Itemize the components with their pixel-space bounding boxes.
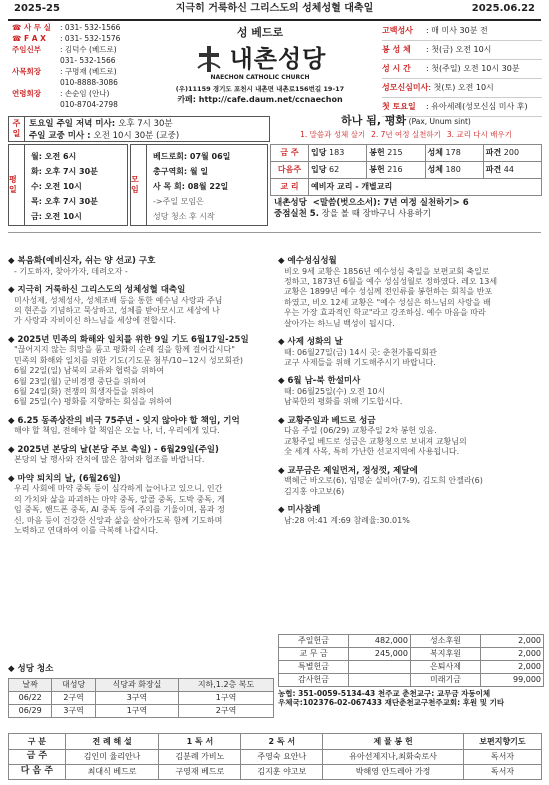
stats-row xyxy=(271,145,542,162)
contact-value: 010-8888-3086 xyxy=(60,78,118,87)
announcement-title: ◆ 6월 남-북 한설미사 xyxy=(278,376,361,387)
announcement xyxy=(278,376,542,407)
attendance-stats xyxy=(270,144,542,196)
announcement-line: 우리 사회에 마약 중독 등이 심각하게 늘어나고 있으니, 인간 xyxy=(14,484,223,494)
announcement-title: ◆ 2025년 본당의 날(본당 주보 축일) - 6월29일(주일) xyxy=(8,444,219,455)
finance-amount: 245,000 xyxy=(349,648,411,661)
stats-key: 성체 xyxy=(427,148,443,157)
feast-title: 지극히 거룩하신 그리스도의 성체성혈 대축일 xyxy=(175,3,374,14)
announcement-line: 교황은 1899년 예수 성심께 전인류를 봉헌하는 회칙을 반포 xyxy=(284,287,493,297)
announcement-line: 6월 22일(일) 남북의 교류와 협력을 위하여 xyxy=(14,366,165,376)
duty-header-row xyxy=(9,734,542,750)
finance-item: 주일헌금 xyxy=(279,635,349,648)
motto-item: 3. 교리 다시 배우기 xyxy=(446,129,512,139)
announcement-line: 본당의 날 행사와 잔치에 많은 참여와 협조를 바랍니다. xyxy=(14,455,205,465)
finance-item: 교 무 금 xyxy=(279,648,349,661)
cafe-label: 카페: xyxy=(177,95,196,105)
announcement-title: ◆ 미사참례 xyxy=(278,504,321,515)
announcement-line: 교황주일 베드로 성금은 교황청으로 보내져 교황님의 xyxy=(284,436,467,446)
announcement-line: 김지홍 야고보(6) xyxy=(284,486,345,496)
left-announcements xyxy=(8,256,274,544)
announcement-title: ◆ 교무금은 제일먼저, 정성껏, 제달에 xyxy=(278,465,418,476)
duty-cell: 김분례 가비노 xyxy=(159,750,241,765)
stats-key: 파견 xyxy=(485,148,502,157)
stats-week: 금 주 xyxy=(271,145,309,162)
announcement xyxy=(278,466,542,497)
contact-line xyxy=(12,77,134,88)
cleaning-header: 지하,1.2층 복도 xyxy=(179,678,274,691)
sunday-label: 주일 xyxy=(9,117,25,141)
announcement-line: 全 세계 사목, 특히 가난한 선교지역에 사용됩니다. xyxy=(284,447,460,457)
announcement-line: 교구 사제들을 위해 기도해주시기 바랍니다. xyxy=(284,357,436,367)
announcement xyxy=(278,416,542,458)
announcement-line: 해야 할 책임, 전해야 할 책임은 오늘 나, 너, 우리에게 있다. xyxy=(14,426,220,436)
motto-title: 하나 됨, 평화 xyxy=(341,114,407,127)
duty-cell: 다 음 주 xyxy=(9,765,66,780)
announcement xyxy=(8,335,274,408)
issue-date: 2025.06.22 xyxy=(471,3,535,14)
motto-block xyxy=(272,114,540,139)
stats-key: 파견 xyxy=(485,165,502,174)
cleaning-header-row xyxy=(9,678,274,691)
contact-value: : 김덕수 (베드로) xyxy=(60,45,117,54)
church-emblem-icon xyxy=(194,44,224,74)
announcement xyxy=(278,337,542,368)
finance-item: 특별헌금 xyxy=(279,661,349,674)
finance-amount: 2,000 xyxy=(481,661,544,674)
announcement-line: "끊어지지 않는 희망을 품고 평화의 순례 길을 함께 걸어갑시다" xyxy=(14,345,235,355)
stats-value: 180 xyxy=(445,165,461,174)
announcement-line: 6월 25일(수) 평화를 지향하는 회심을 위하여 xyxy=(14,397,172,407)
finance-amount: 99,000 xyxy=(481,674,544,687)
sacrament-label: 성모신심미사 xyxy=(382,83,429,92)
duty-header: 2 독 서 xyxy=(241,734,323,750)
duty-cell: 유아선제지나,최화숙로사 xyxy=(323,750,464,765)
announcement-line: 의 가치와 삶을 파괴하는 마약 중독, 알콜 중독, 도박 중독, 게 xyxy=(14,494,225,504)
stats-value: 183 xyxy=(329,148,345,157)
contact-line xyxy=(12,99,134,110)
duty-cell: 최대식 베드로 xyxy=(65,765,159,780)
stats-cell xyxy=(367,162,425,179)
stats-value: 215 xyxy=(387,148,403,157)
announcement-line: 6월 24일(화) 전쟁의 희생자들을 위하여 xyxy=(14,387,154,396)
church-patron: 성 베드로 xyxy=(236,26,284,39)
stats-cell xyxy=(367,145,425,162)
stats-cell xyxy=(309,145,367,162)
announcement xyxy=(278,505,542,526)
announcement-title: ◆ 6.25 동족상잔의 비극 75주년 - 잊지 않아야 할 책임, 기억 xyxy=(8,415,240,426)
contact-line xyxy=(12,66,134,77)
announcement-line: 백혜근 바오로(6), 임명순 실비아(7-9), 김도희 안젤라(6) xyxy=(284,476,483,486)
announcement-line: 신, 마음 등이 건강한 신앙과 삶을 살아가도록 함께 기도하며 xyxy=(14,515,223,525)
stats-cell xyxy=(425,145,483,162)
sacrament-time: : 첫(토) 오전 10시 xyxy=(428,83,494,92)
weekday-mass-row: 수: 오전 10시 xyxy=(31,182,82,191)
sunday-mass-row xyxy=(29,130,179,142)
finance-item: 성소후원 xyxy=(411,635,481,648)
sacrament-label: 봉 성 체 xyxy=(382,45,411,54)
header-bar xyxy=(0,0,549,20)
duty-header: 제 물 봉 헌 xyxy=(323,734,464,750)
bank-line-1: 농협: 351-0059-5134-43 천주교 춘천교구: 교무금 자동이체 xyxy=(278,689,491,698)
section-rule xyxy=(8,232,541,233)
weekday-mass-row: 목: 오후 7시 30분 xyxy=(31,197,98,206)
duty-cell: 독서자 xyxy=(463,765,541,780)
liturgy-duty-block xyxy=(8,733,542,780)
stats-key: 입당 xyxy=(311,165,327,174)
weekday-mass-box xyxy=(8,144,128,226)
gathering-row: 사 목 회: 08월 22일 xyxy=(153,182,229,191)
contact-value: : 031- 532-1566 xyxy=(60,23,121,32)
duty-header: 1 독 서 xyxy=(159,734,241,750)
announcement xyxy=(8,285,274,327)
announcement xyxy=(8,474,274,537)
sunday-mass-box xyxy=(8,116,270,142)
duty-header: 전 례 해 설 xyxy=(65,734,159,750)
motto-item: 1. 말씀과 성체 살기 xyxy=(300,129,366,139)
stats-value: 200 xyxy=(503,148,520,157)
contact-value: : 031- 532-1576 xyxy=(60,34,121,43)
finance-amount xyxy=(349,661,411,674)
duty-cell: 박해영 안드레아 가정 xyxy=(323,765,464,780)
parish-slogan xyxy=(274,198,542,219)
cleaning-row xyxy=(9,704,274,717)
church-brand-name: 내촌성당 xyxy=(229,44,327,73)
stats-cell xyxy=(483,145,541,162)
cleaning-cell: 2구역 xyxy=(52,691,96,704)
stats-edu-row xyxy=(271,179,542,196)
sacrament-schedule xyxy=(382,22,542,117)
announcement-line: 남북한의 평화를 위해 기도합시다. xyxy=(284,397,403,407)
announcement-line: 의 현존을 기념하고 묵상하고, 성체를 받아모시고 세상에 나 xyxy=(14,306,220,316)
weekday-label: 평일 xyxy=(9,145,25,225)
cafe-link[interactable]: http://cafe.daum.net/ccnaechon xyxy=(198,95,343,105)
gathering-row: 베드로회: 07월 06일 xyxy=(153,152,231,161)
duty-header: 보편지향기도 xyxy=(463,734,541,750)
contact-label: ☎ 사 무 실 xyxy=(12,23,51,32)
finance-block xyxy=(278,634,544,708)
announcement-line: 하였고, 비오 12세 교황은 "예수 성심은 하느님의 사랑을 배 xyxy=(284,297,491,307)
sunday-mass-time: 오전 10시 30분 (교중) xyxy=(93,131,180,141)
announcement-line: 우는 가장 효과적인 학교"라고 강조하심. 예수 마음을 따라 xyxy=(284,308,486,318)
duty-row xyxy=(9,765,542,780)
duty-cell: 금 주 xyxy=(9,750,66,765)
duty-header: 구 분 xyxy=(9,734,66,750)
gatherings-box xyxy=(130,144,268,226)
contact-label: 주임신부 xyxy=(12,45,41,54)
stats-cell xyxy=(425,162,483,179)
cleaning-header: 식당과 화장실 xyxy=(95,678,178,691)
cleaning-row xyxy=(9,691,274,704)
announcement-title: ◆ 예수성심성월 xyxy=(278,256,337,266)
contact-block xyxy=(12,22,134,110)
sacrament-item xyxy=(382,79,542,98)
stats-value: 216 xyxy=(387,165,403,174)
announcement-line: 정하고, 1873년 6월을 예수 성심성월로 정하였다. 레오 13세 xyxy=(284,277,498,287)
sacrament-time: : 첫(주일) 오전 10시 30분 xyxy=(426,64,520,73)
contact-line xyxy=(12,22,134,33)
duty-cell: 김인미 율리안나 xyxy=(65,750,159,765)
contact-line xyxy=(12,55,134,66)
cleaning-block xyxy=(8,664,274,718)
finance-row xyxy=(279,648,544,661)
announcement-line: - 기도하자, 찾아가자, 데려오자 - xyxy=(14,266,128,276)
cleaning-cell: 1구역 xyxy=(179,691,274,704)
sacrament-time: : 매 미사 30분 전 xyxy=(426,26,488,35)
contact-label: ☎ F A X xyxy=(12,34,46,43)
duty-row xyxy=(9,750,542,765)
finance-row xyxy=(279,674,544,687)
announcement-title: ◆ 복음화(예비신자, 쉬는 양 선교) 구호 xyxy=(8,256,156,266)
finance-item: 미래기금 xyxy=(411,674,481,687)
stats-value: 178 xyxy=(445,148,461,157)
contact-value: 010-8704-2798 xyxy=(60,100,118,109)
contact-line xyxy=(12,44,134,55)
duty-cell: 구영재 베드로 xyxy=(159,765,241,780)
sacrament-label: 고백성사 xyxy=(382,26,413,35)
contact-value: 031- 532-1566 xyxy=(60,56,116,65)
cleaning-header: 대성당 xyxy=(52,678,96,691)
contact-label: 사목회장 xyxy=(12,67,41,76)
stats-key: 입당 xyxy=(311,148,327,157)
announcement-title: ◆ 2025년 민족의 화해와 일치를 위한 9일 기도 6월17일-25일 xyxy=(8,334,249,345)
contact-value: : 손순임 (안나) xyxy=(60,89,110,98)
sacrament-item xyxy=(382,41,542,60)
gathering-row: 성당 청소 후 시작 xyxy=(153,212,215,221)
announcement-line: 6월 23일(월) 군비경쟁 중단을 위하여 xyxy=(14,376,147,386)
cleaning-title: ◆ 성당 청소 xyxy=(8,664,54,674)
sunday-mass-label: 주일 교중 미사 : xyxy=(29,131,94,141)
weekday-mass-row: 화: 오후 7시 30분 xyxy=(31,167,98,176)
announcement-line: 비오 9세 교황은 1856년 예수성심 축일을 보편교회 축일로 xyxy=(284,266,490,276)
weekday-mass-row: 금: 오전 10시 xyxy=(31,212,82,221)
finance-item: 감사헌금 xyxy=(279,674,349,687)
cleaning-cell: 3구역 xyxy=(95,691,178,704)
header-rule xyxy=(8,19,541,21)
stats-row xyxy=(271,162,542,179)
finance-row xyxy=(279,661,544,674)
announcement-line: 가 사랑과 자비이신 하느님을 세상에 전합시다. xyxy=(14,316,177,326)
stats-key: 봉헌 xyxy=(369,148,385,157)
announcement-line: 때: 06월25일(수) 오전 10시 xyxy=(284,387,386,396)
gatherings-label: 모임 xyxy=(131,145,147,225)
announcement xyxy=(278,256,542,329)
sunday-mass-row xyxy=(29,118,179,130)
announcement-line: 미사성제, 성체성사, 성체조배 등을 통한 예수님 사랑과 주님 xyxy=(14,295,223,305)
finance-amount xyxy=(349,674,411,687)
announcement-title: ◆ 교황주일과 베드로 성금 xyxy=(278,415,376,426)
contact-value: : 구명재 (베드로) xyxy=(60,67,117,76)
issue-number: 2025-25 xyxy=(14,3,60,14)
stats-week: 다음주 xyxy=(271,162,309,179)
gathering-row: 총구역회: 월 일 xyxy=(153,167,209,176)
cleaning-cell: 06/22 xyxy=(9,691,52,704)
cleaning-cell: 2구역 xyxy=(179,704,274,717)
duty-cell: 김지훈 야고보 xyxy=(241,765,323,780)
finance-row xyxy=(279,635,544,648)
gathering-row: ->주일 모임은 xyxy=(153,197,204,206)
finance-amount: 482,000 xyxy=(349,635,411,648)
sacrament-label: 성 시 간 xyxy=(382,64,411,73)
motto-item: 2. 7년 여정 실천하기 xyxy=(371,129,441,139)
stats-key: 성체 xyxy=(427,165,443,174)
sacrament-item xyxy=(382,22,542,41)
announcement-line: 노력하고 연대하여 이를 극복해 나갑시다. xyxy=(14,526,159,535)
announcement-line: 다음 주일 (06/29) 교황주일 2차 봉헌 있음. xyxy=(284,426,437,436)
church-logo-block xyxy=(142,22,378,114)
church-address: (우)11159 경기도 포천시 내촌면 내촌로156번길 19-17 xyxy=(175,85,345,94)
church-brand-english: NAECHON CATHOLIC CHURCH xyxy=(210,73,310,81)
sacrament-label: 첫 토요일 xyxy=(382,102,416,111)
announcement-line: 임 중독, 핸드폰 중독, AI 중독 등에 주의를 기울이며, 몸과 정 xyxy=(14,505,225,515)
slogan-theme: <말씀(벗으소서): 7년 여정 실천하기> xyxy=(312,198,460,208)
stats-cell xyxy=(483,162,541,179)
contact-label: 연령회장 xyxy=(12,89,41,98)
sacrament-item xyxy=(382,60,542,79)
announcement-line: 때: 06월27일(금) 14시 곳: 춘천가톨릭회관 xyxy=(284,347,437,357)
motto-subtitle: (Pax, Unum sint) xyxy=(408,117,471,126)
contact-line xyxy=(12,88,134,99)
announcement-title: ◆ 마약 퇴치의 날, (6월26일) xyxy=(8,473,121,484)
contact-line xyxy=(12,33,134,44)
sacrament-time: : 유아세례(성모신심 미사 후) xyxy=(426,102,528,111)
slogan-focus-text: 장을 볼 때 장바구니 사용하기 xyxy=(321,208,431,219)
announcement-line: 살아가는 하느님 백성이 됩시다. xyxy=(284,318,395,328)
finance-amount: 2,000 xyxy=(481,635,544,648)
edu-value: 예비자 교리 - 개별교리 xyxy=(309,179,542,196)
slogan-focus-label: 중점실천 5. xyxy=(274,208,319,219)
cleaning-header: 날짜 xyxy=(9,678,52,691)
stats-value: 62 xyxy=(329,165,340,174)
announcement-line: 남:28 여:41 계:69 참례율:30.01% xyxy=(284,515,410,525)
cleaning-cell: 3구역 xyxy=(52,704,96,717)
slogan-parish: 내촌성당 xyxy=(274,198,307,208)
finance-amount: 2,000 xyxy=(481,648,544,661)
bank-line-2: 우체국:102376-02-067433 재단춘천교구천주교회: 후원 및 기타 xyxy=(278,698,505,708)
duty-cell: 주영숙 요안나 xyxy=(241,750,323,765)
finance-item: 복지후원 xyxy=(411,648,481,661)
cleaning-cell: 1구역 xyxy=(95,704,178,717)
duty-cell: 독서자 xyxy=(463,750,541,765)
slogan-number: 6 xyxy=(462,198,469,208)
edu-label: 교 리 xyxy=(271,179,309,196)
announcement xyxy=(8,256,274,277)
weekday-mass-row: 월: 오전 6시 xyxy=(31,152,77,161)
stats-key: 봉헌 xyxy=(369,165,385,174)
announcement xyxy=(8,416,274,437)
sacrament-time: : 첫(금) 오전 10시 xyxy=(426,45,492,54)
sunday-mass-label: 토요일 주일 저녁 미사: xyxy=(29,119,119,129)
announcement-line: 민족의 화해와 일치를 위한 기도(기도문 첨부/10~12시 성모회관) xyxy=(14,355,243,365)
finance-item: 은퇴사제 xyxy=(411,661,481,674)
cleaning-cell: 06/29 xyxy=(9,704,52,717)
announcement-title: ◆ 지극히 거룩하신 그리스도의 성체성혈 대축일 xyxy=(8,285,186,296)
announcement xyxy=(8,445,274,466)
right-announcements xyxy=(278,256,542,534)
stats-cell xyxy=(309,162,367,179)
announcement-title: ◆ 사제 성화의 날 xyxy=(278,336,343,347)
sunday-mass-time: 오후 7시 30분 xyxy=(118,119,173,129)
stats-value: 44 xyxy=(503,165,514,174)
